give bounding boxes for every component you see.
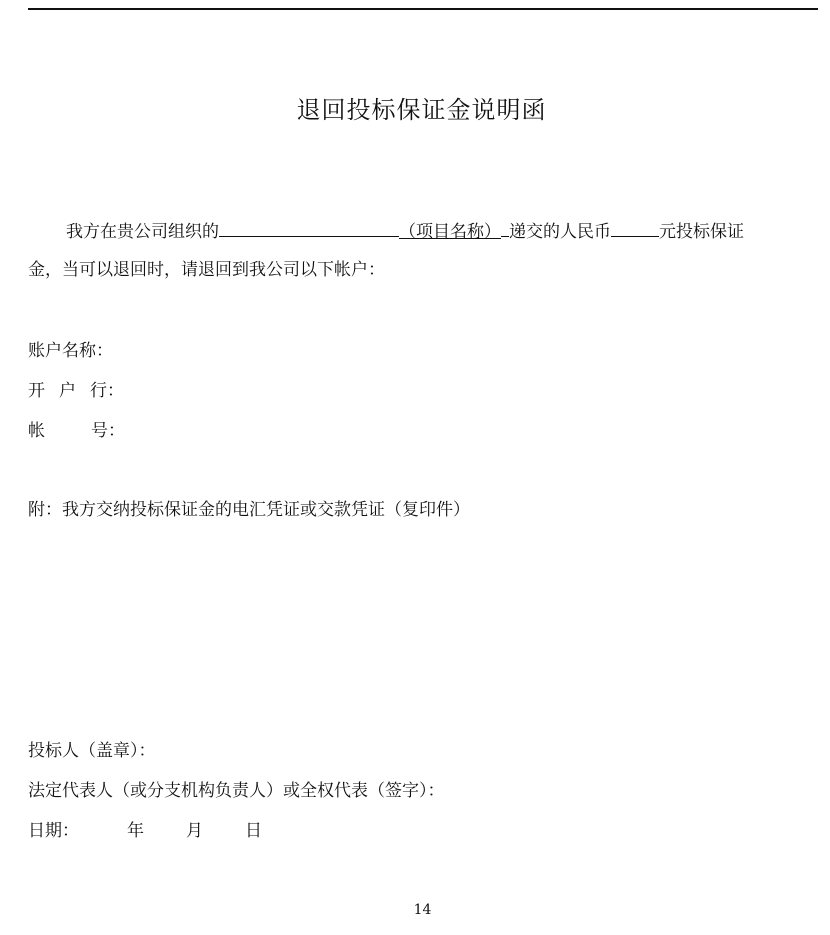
- date-line: [28, 819, 262, 843]
- intro-text-part2: 递交的人民币: [509, 222, 611, 242]
- date-label: 日期：: [28, 821, 79, 841]
- project-name-blank: [219, 218, 399, 237]
- project-name-hint: （项目名称）: [399, 222, 501, 242]
- representative-signature-label: 法定代表人（或分支机构负责人）或全权代表（签字）：: [28, 781, 445, 801]
- date-day: 日: [245, 821, 262, 841]
- bank-label: [28, 379, 124, 403]
- account-name-label: 账户名称：: [28, 341, 113, 361]
- page-number: 14: [413, 902, 432, 918]
- account-number-label-char-2: 号：: [91, 421, 125, 441]
- header-rule: [28, 8, 818, 10]
- account-number-label-char-1: 帐: [28, 421, 45, 441]
- intro-text-part1: 我方在贵公司组织的: [66, 222, 219, 242]
- bank-label-char-1: 开: [28, 381, 45, 401]
- attachment-note: 附：我方交纳投标保证金的电汇凭证或交款凭证（复印件）: [28, 500, 470, 520]
- project-name-blank-tail: [501, 218, 509, 237]
- document-title: 退回投标保证金说明函: [296, 96, 547, 124]
- bank-label-char-3: 行：: [90, 381, 124, 401]
- bidder-seal-label: 投标人（盖章）：: [28, 741, 156, 761]
- amount-blank: [611, 218, 659, 237]
- intro-line-2: 金，当可以退回时，请退回到我公司以下帐户：: [28, 260, 385, 280]
- account-number-label: [28, 419, 125, 443]
- date-month: 月: [186, 821, 203, 841]
- date-year: 年: [127, 821, 144, 841]
- intro-text-part3: 元投标保证: [659, 222, 744, 242]
- intro-line-1: [66, 218, 744, 244]
- bank-label-char-2: 户: [59, 381, 76, 401]
